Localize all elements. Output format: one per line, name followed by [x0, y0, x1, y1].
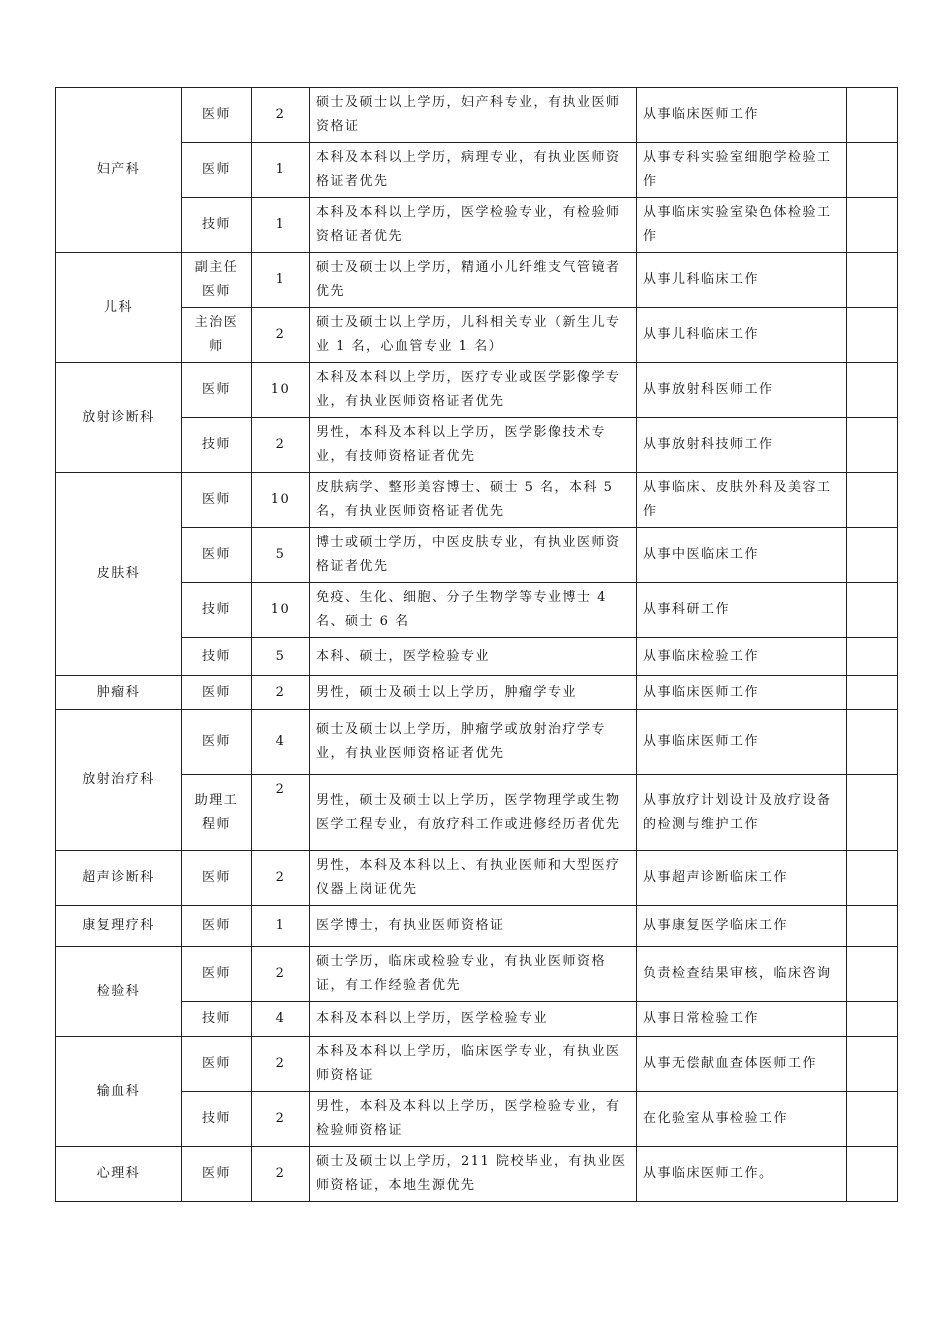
headcount: 2 — [252, 88, 310, 143]
requirement: 本科、硕士，医学检验专业 — [310, 638, 637, 676]
headcount: 2 — [252, 1147, 310, 1202]
position-title: 医师 — [182, 473, 252, 528]
remark — [847, 775, 898, 851]
table-row — [56, 947, 898, 1002]
headcount: 2 — [252, 947, 310, 1002]
remark — [847, 253, 898, 308]
requirement: 男性，硕士及硕士以上学历，医学物理学或生物医学工程专业，有放疗科工作或进修经历者优先 — [310, 775, 637, 851]
duty: 从事日常检验工作 — [637, 1002, 847, 1037]
position-title: 技师 — [182, 1092, 252, 1147]
table-row — [56, 253, 898, 308]
department-name: 放射治疗科 — [56, 710, 182, 851]
requirement: 本科及本科以上学历，医学检验专业，有检验师资格证者优先 — [310, 198, 637, 253]
headcount: 5 — [252, 528, 310, 583]
remark — [847, 947, 898, 1002]
duty: 从事儿科临床工作 — [637, 308, 847, 363]
position-title: 副主任医师 — [182, 253, 252, 308]
table-row — [56, 1037, 898, 1092]
duty: 从事临床医师工作 — [637, 710, 847, 775]
duty: 从事康复医学临床工作 — [637, 906, 847, 947]
table-row — [56, 851, 898, 906]
remark — [847, 583, 898, 638]
headcount: 1 — [252, 906, 310, 947]
remark — [847, 363, 898, 418]
duty: 从事临床实验室染色体检验工作 — [637, 198, 847, 253]
duty: 从事临床、皮肤外科及美容工作 — [637, 473, 847, 528]
requirement: 硕士学历，临床或检验专业，有执业医师资格证，有工作经验者优先 — [310, 947, 637, 1002]
headcount: 2 — [252, 676, 310, 710]
requirement: 免疫、生化、细胞、分子生物学等专业博士 4 名、硕士 6 名 — [310, 583, 637, 638]
duty: 从事科研工作 — [637, 583, 847, 638]
position-title: 医师 — [182, 528, 252, 583]
duty: 从事超声诊断临床工作 — [637, 851, 847, 906]
remark — [847, 418, 898, 473]
remark — [847, 1147, 898, 1202]
position-title: 医师 — [182, 676, 252, 710]
duty: 从事临床检验工作 — [637, 638, 847, 676]
remark — [847, 851, 898, 906]
requirement: 男性，本科及本科以上学历，医学检验专业，有检验师资格证 — [310, 1092, 637, 1147]
requirement: 本科及本科以上学历，病理专业，有执业医师资格证者优先 — [310, 143, 637, 198]
table-row — [56, 1147, 898, 1202]
table-row — [56, 363, 898, 418]
position-title: 技师 — [182, 1002, 252, 1037]
duty: 负责检查结果审核，临床咨询 — [637, 947, 847, 1002]
requirement: 男性，本科及本科以上学历，医学影像技术专业，有技师资格证者优先 — [310, 418, 637, 473]
headcount: 2 — [252, 308, 310, 363]
table-row — [56, 906, 898, 947]
department-name: 检验科 — [56, 947, 182, 1037]
table-row — [56, 473, 898, 528]
duty: 从事儿科临床工作 — [637, 253, 847, 308]
department-name: 肿瘤科 — [56, 676, 182, 710]
requirement: 皮肤病学、整形美容博士、硕士 5 名，本科 5 名，有执业医师资格证者优先 — [310, 473, 637, 528]
headcount: 10 — [252, 583, 310, 638]
remark — [847, 1037, 898, 1092]
headcount: 4 — [252, 1002, 310, 1037]
remark — [847, 528, 898, 583]
requirement: 硕士及硕士以上学历，儿科相关专业（新生儿专业 1 名，心血管专业 1 名） — [310, 308, 637, 363]
headcount: 10 — [252, 363, 310, 418]
duty: 从事无偿献血查体医师工作 — [637, 1037, 847, 1092]
position-title: 医师 — [182, 1147, 252, 1202]
department-name: 输血科 — [56, 1037, 182, 1147]
position-title: 技师 — [182, 418, 252, 473]
table-row — [56, 143, 898, 198]
requirement: 本科及本科以上学历，医疗专业或医学影像学专业，有执业医师资格证者优先 — [310, 363, 637, 418]
headcount: 1 — [252, 198, 310, 253]
duty: 从事放射科技师工作 — [637, 418, 847, 473]
position-title: 主治医师 — [182, 308, 252, 363]
headcount: 5 — [252, 638, 310, 676]
table-row — [56, 418, 898, 473]
remark — [847, 198, 898, 253]
requirement: 本科及本科以上学历，医学检验专业 — [310, 1002, 637, 1037]
position-title: 医师 — [182, 906, 252, 947]
remark — [847, 638, 898, 676]
requirement: 硕士及硕士以上学历，妇产科专业，有执业医师资格证 — [310, 88, 637, 143]
table-row — [56, 1092, 898, 1147]
position-title: 助理工程师 — [182, 775, 252, 851]
duty: 从事放疗计划设计及放疗设备的检测与维护工作 — [637, 775, 847, 851]
position-title: 医师 — [182, 143, 252, 198]
table-row — [56, 198, 898, 253]
recruitment-table — [55, 87, 898, 1202]
requirement: 硕士及硕士以上学历，211 院校毕业，有执业医师资格证，本地生源优先 — [310, 1147, 637, 1202]
headcount: 10 — [252, 473, 310, 528]
table-row — [56, 88, 898, 143]
department-name: 放射诊断科 — [56, 363, 182, 473]
remark — [847, 308, 898, 363]
department-name: 心理科 — [56, 1147, 182, 1202]
position-title: 医师 — [182, 363, 252, 418]
table-row — [56, 676, 898, 710]
requirement: 硕士及硕士以上学历，肿瘤学或放射治疗学专业，有执业医师资格证者优先 — [310, 710, 637, 775]
requirement: 医学博士，有执业医师资格证 — [310, 906, 637, 947]
duty: 从事临床医师工作。 — [637, 1147, 847, 1202]
requirement: 男性，硕士及硕士以上学历，肿瘤学专业 — [310, 676, 637, 710]
duty: 从事临床医师工作 — [637, 88, 847, 143]
requirement: 硕士及硕士以上学历，精通小儿纤维支气管镜者优先 — [310, 253, 637, 308]
position-title: 技师 — [182, 638, 252, 676]
department-name: 儿科 — [56, 253, 182, 363]
headcount: 2 — [252, 418, 310, 473]
remark — [847, 710, 898, 775]
duty: 从事放射科医师工作 — [637, 363, 847, 418]
remark — [847, 1092, 898, 1147]
remark — [847, 906, 898, 947]
remark — [847, 676, 898, 710]
requirement: 本科及本科以上学历，临床医学专业，有执业医师资格证 — [310, 1037, 637, 1092]
headcount: 1 — [252, 143, 310, 198]
table-row — [56, 1002, 898, 1037]
table-row — [56, 583, 898, 638]
remark — [847, 143, 898, 198]
position-title: 技师 — [182, 583, 252, 638]
department-name: 康复理疗科 — [56, 906, 182, 947]
position-title: 医师 — [182, 947, 252, 1002]
duty: 从事专科实验室细胞学检验工作 — [637, 143, 847, 198]
headcount: 2 — [252, 775, 310, 851]
duty: 从事临床医师工作 — [637, 676, 847, 710]
department-name: 皮肤科 — [56, 473, 182, 676]
remark — [847, 88, 898, 143]
position-title: 医师 — [182, 1037, 252, 1092]
remark — [847, 473, 898, 528]
headcount: 1 — [252, 253, 310, 308]
table-row — [56, 710, 898, 775]
remark — [847, 1002, 898, 1037]
headcount: 2 — [252, 851, 310, 906]
table-row — [56, 638, 898, 676]
position-title: 医师 — [182, 851, 252, 906]
position-title: 医师 — [182, 710, 252, 775]
position-title: 技师 — [182, 198, 252, 253]
table-row — [56, 775, 898, 851]
headcount: 2 — [252, 1092, 310, 1147]
position-title: 医师 — [182, 88, 252, 143]
requirement: 男性，本科及本科以上、有执业医师和大型医疗仪器上岗证优先 — [310, 851, 637, 906]
headcount: 2 — [252, 1037, 310, 1092]
requirement: 博士或硕士学历，中医皮肤专业，有执业医师资格证者优先 — [310, 528, 637, 583]
duty: 从事中医临床工作 — [637, 528, 847, 583]
department-name: 妇产科 — [56, 88, 182, 253]
table-row — [56, 528, 898, 583]
table-row — [56, 308, 898, 363]
department-name: 超声诊断科 — [56, 851, 182, 906]
duty: 在化验室从事检验工作 — [637, 1092, 847, 1147]
headcount: 4 — [252, 710, 310, 775]
